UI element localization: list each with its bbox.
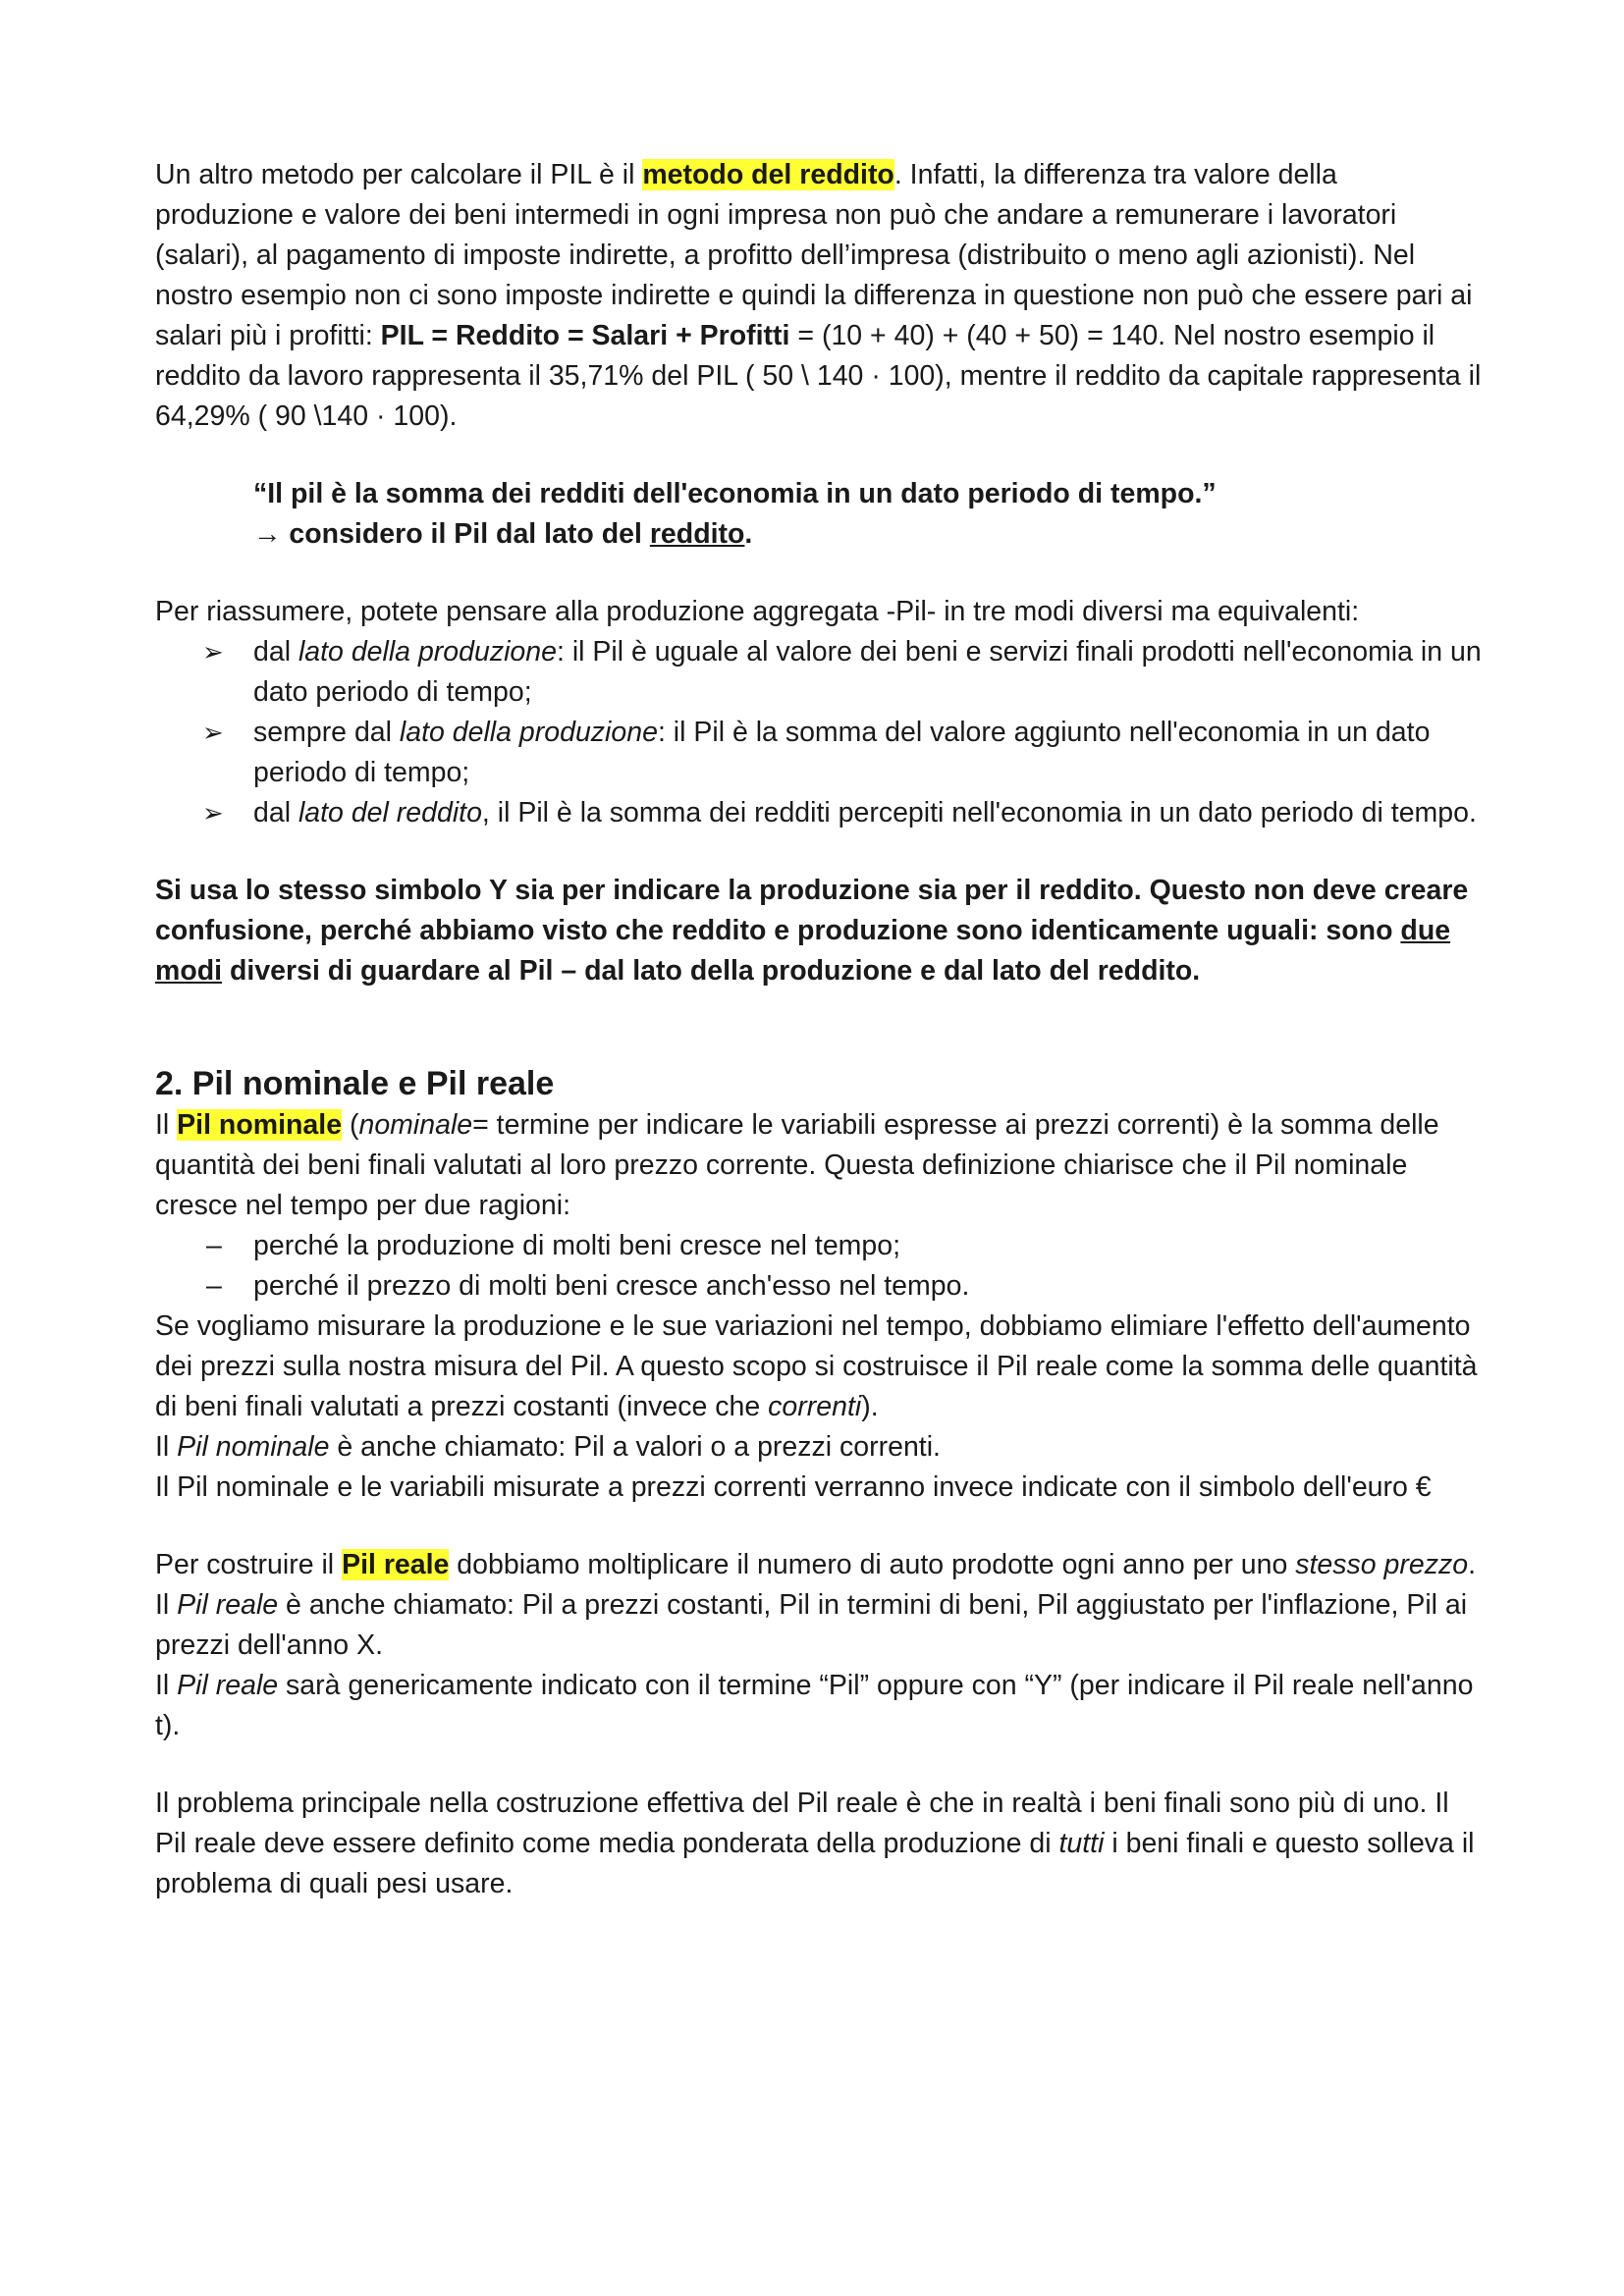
text: sarà genericamente indicato con il termine “Pil” oppure con “Y” (per indicare il Pil reale nell'anno t). xyxy=(155,1670,1474,1741)
highlight-metodo-del-reddito: metodo del reddito xyxy=(642,159,894,190)
text: → considero il Pil dal lato del xyxy=(253,518,650,550)
summary-intro: Per riassumere, potete pensare alla produzione aggregata -Pil- in tre modi diversi ma equivalenti: xyxy=(155,596,1360,627)
list-item xyxy=(155,793,1482,833)
paragraph-pil-nominale xyxy=(155,1105,1482,1226)
formula-pil-reddito: PIL = Reddito = Salari + Profitti xyxy=(380,320,790,351)
italic-text: stesso prezzo xyxy=(1295,1549,1469,1580)
text: = termine per indicare le variabili espresse ai prezzi correnti) è la somma delle quantità dei beni finali valutati al loro prezzo corrente. Questa definizione chiarisce che il Pil nominale cresce nel tempo per due ragioni: xyxy=(155,1109,1439,1221)
arrow-bullet-icon: ➢ xyxy=(202,718,224,747)
text: Il problema principale nella costruzione effettiva del Pil reale è che in realtà i beni finali sono più di uno. Il Pil reale deve essere definito come media ponderata della produzione di xyxy=(155,1788,1449,1859)
text: dal xyxy=(253,636,298,667)
italic-text: correnti xyxy=(768,1391,862,1422)
list-item xyxy=(155,713,1482,793)
text: ). xyxy=(861,1391,879,1422)
reasons-list xyxy=(155,1226,1482,1307)
text: è anche chiamato: Pil a valori o a prezzi correnti. xyxy=(329,1431,941,1463)
italic-text: Pil reale xyxy=(177,1670,279,1701)
quote-line: “Il pil è la somma dei redditi dell'economia in un dato periodo di tempo.” xyxy=(253,478,1217,509)
text: perché il prezzo di molti beni cresce anch'esso nel tempo. xyxy=(253,1270,970,1302)
text: . xyxy=(744,518,753,550)
text: dobbiamo moltiplicare il numero di auto prodotte ogni anno per uno xyxy=(449,1549,1296,1580)
highlight-pil-nominale: Pil nominale xyxy=(177,1109,343,1141)
text: ( xyxy=(342,1109,359,1141)
summary-section xyxy=(155,592,1482,833)
text: . Infatti, la differenza tra valore della produzione e valore dei beni intermedi in ogni impresa non può che andare a remunerare i lavoratori (salari), al pagamento di imposte indirette, a profitto dell’impresa (distribuito o meno agli azionisti). Nel nostro esempio non ci sono imposte indirette e quindi la differenza in questione non può che essere pari ai salari più i profitti: xyxy=(155,159,1473,351)
text: sempre dal xyxy=(253,717,400,748)
text: Si usa lo stesso simbolo Y sia per indicare la produzione sia per il reddito. Questo non deve creare confusione, perché abbiamo visto che reddito e produzione sono identicamente uguali: sono xyxy=(155,875,1469,946)
summary-list xyxy=(155,632,1482,833)
italic-text: Pil nominale xyxy=(177,1431,330,1463)
text: Il xyxy=(155,1431,178,1463)
text: Il xyxy=(155,1109,178,1141)
bold-paragraph-symbol-y xyxy=(155,871,1482,991)
dash-bullet-icon: – xyxy=(206,1270,222,1302)
text: Un altro metodo per calcolare il PIL è il xyxy=(155,159,643,190)
underlined-due-modi: due modi xyxy=(155,915,1451,987)
arrow-bullet-icon: ➢ xyxy=(202,798,224,828)
highlight-pil-reale: Pil reale xyxy=(342,1549,450,1580)
paragraph-income-method xyxy=(155,155,1482,437)
text: dal xyxy=(253,797,298,828)
text: Il xyxy=(155,1670,178,1701)
paragraph-problema-pesi xyxy=(155,1784,1482,1904)
text: : il Pil è uguale al valore dei beni e servizi finali prodotti nell'economia in un dato periodo di tempo; xyxy=(253,636,1482,708)
paragraph-reale-indicato xyxy=(155,1666,1482,1746)
dash-bullet-icon: – xyxy=(206,1230,222,1261)
list-item xyxy=(155,1266,1482,1307)
quote-block xyxy=(253,474,1482,555)
paragraph-simbolo-euro: Il Pil nominale e le variabili misurate a prezzi correnti verranno invece indicate con il simbolo dell'euro € xyxy=(155,1471,1432,1503)
paragraph-reale-chiamato xyxy=(155,1585,1482,1666)
italic-text: nominale xyxy=(358,1109,473,1141)
underlined-reddito: reddito xyxy=(649,518,745,550)
text: perché la produzione di molti beni cresce nel tempo; xyxy=(253,1230,901,1261)
list-item xyxy=(155,1226,1482,1266)
text: diversi di guardare al Pil – dal lato della produzione e dal lato del reddito. xyxy=(222,955,1201,987)
section-heading: 2. Pil nominale e Pil reale xyxy=(155,1065,555,1102)
paragraph-misurare-produzione xyxy=(155,1307,1482,1427)
text: i beni finali e questo solleva il problema di quali pesi usare. xyxy=(155,1828,1475,1899)
italic-text: tutti xyxy=(1058,1828,1105,1859)
italic-text: lato del reddito xyxy=(298,797,482,828)
italic-text: Pil reale xyxy=(177,1589,279,1621)
text: Se vogliamo misurare la produzione e le sue variazioni nel tempo, dobbiamo elimiare l'effetto dell'aumento dei prezzi sulla nostra misura del Pil. A questo scopo si costruisce il Pil reale come la somma delle quantità di beni finali valutati a prezzi costanti (invece che xyxy=(155,1310,1478,1422)
text: : il Pil è la somma del valore aggiunto nell'economia in un dato periodo di tempo; xyxy=(253,717,1431,788)
text: è anche chiamato: Pil a prezzi costanti, Pil in termini di beni, Pil aggiustato per l'inflazione, Pil ai prezzi dell'anno X. xyxy=(155,1589,1468,1661)
text: Per costruire il xyxy=(155,1549,343,1580)
paragraph-nominale-chiamato xyxy=(155,1427,1482,1468)
italic-text: lato della produzione xyxy=(298,636,557,667)
text: , il Pil è la somma dei redditi percepiti nell'economia in un dato periodo di tempo. xyxy=(481,797,1477,828)
quote-conclusion xyxy=(253,514,1482,555)
list-item xyxy=(155,632,1482,713)
text: . xyxy=(1468,1549,1477,1580)
italic-text: lato della produzione xyxy=(399,717,658,748)
text: = (10 + 40) + (40 + 50) = 140. Nel nostro esempio il reddito da lavoro rappresenta il 35,71% del PIL ( 50 \ 140 · 100), mentre il reddito da capitale rappresenta il 64,29% ( 90 \140 · 100). xyxy=(155,320,1482,432)
paragraph-pil-reale xyxy=(155,1545,1482,1585)
text: Il xyxy=(155,1589,178,1621)
arrow-bullet-icon: ➢ xyxy=(202,637,224,667)
